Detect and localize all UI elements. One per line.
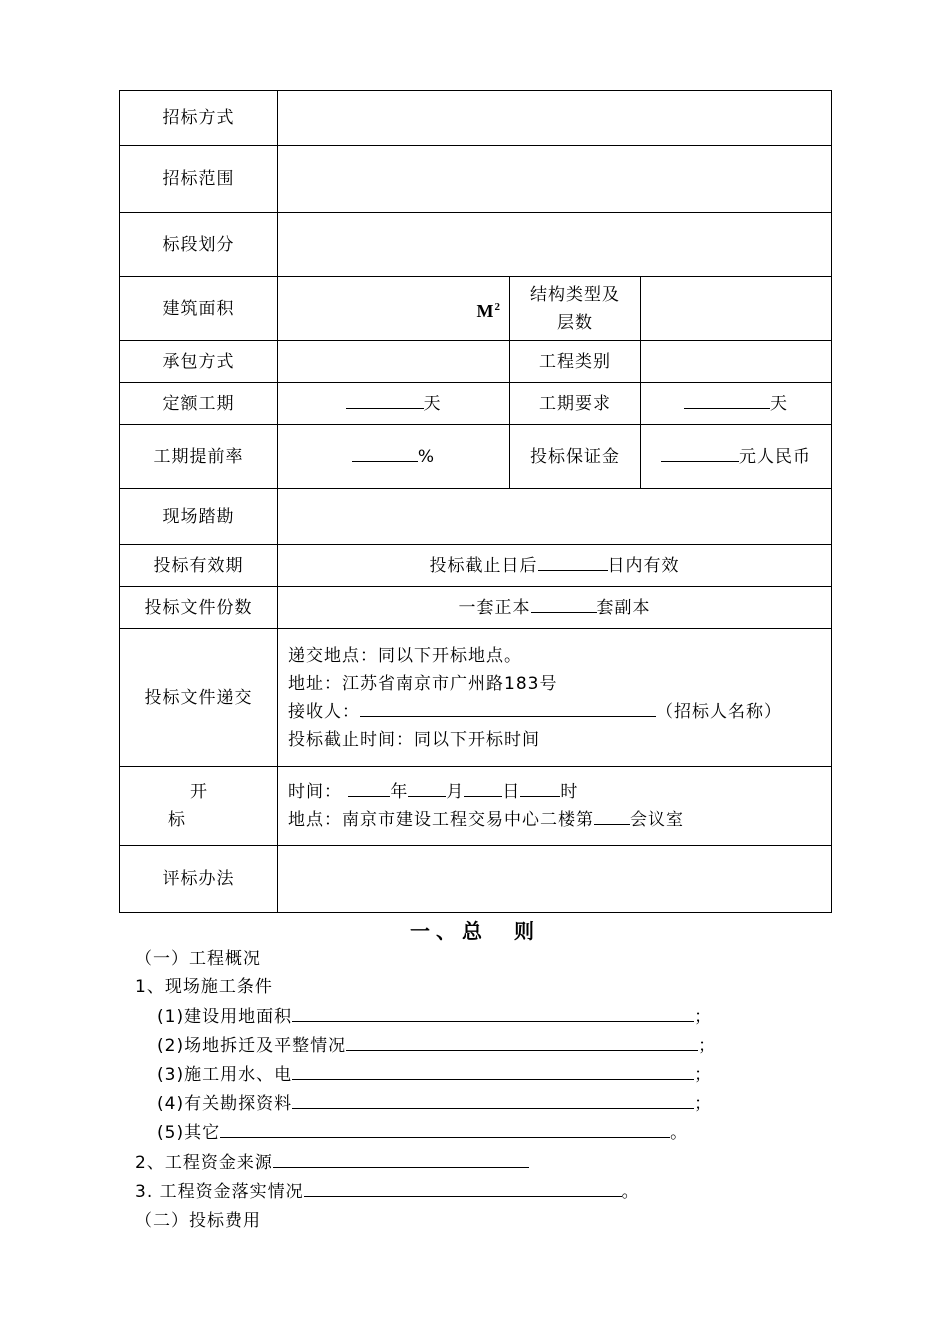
- building-area-label: 建筑面积: [120, 277, 278, 341]
- bid-bond-label: 投标保证金: [510, 425, 641, 489]
- structure-type-value[interactable]: [641, 277, 832, 341]
- condition-other: (5)其它 。: [157, 1119, 688, 1147]
- site-visit-label: 现场踏勘: [120, 489, 278, 545]
- bid-scope-label: 招标范围: [120, 146, 278, 213]
- condition-land-area: (1)建设用地面积 ；: [157, 1003, 712, 1031]
- subheading-project-overview: （一）工程概况: [135, 949, 261, 969]
- submission-address: 地址：江苏省南京市广州路183号: [288, 673, 558, 694]
- bid-scope-value[interactable]: [278, 146, 832, 213]
- advance-rate-field[interactable]: %: [278, 425, 510, 489]
- structure-type-label: 结构类型及 层数: [510, 277, 641, 341]
- bid-method-label: 招标方式: [120, 91, 278, 146]
- subheading-bid-costs: （二）投标费用: [135, 1211, 261, 1231]
- building-area-value[interactable]: [278, 277, 510, 341]
- tender-info-table: [119, 90, 832, 913]
- bid-bond-field[interactable]: 元人民币: [641, 425, 832, 489]
- condition-water-power: (3)施工用水、电 ；: [157, 1061, 712, 1089]
- opening-label: 开标: [120, 767, 278, 846]
- condition-demolition: (2)场地拆迁及平整情况 ；: [157, 1032, 716, 1060]
- quota-period-label: 定额工期: [120, 383, 278, 425]
- evaluation-label: 评标办法: [120, 846, 278, 913]
- period-requirement-field[interactable]: 天: [641, 383, 832, 425]
- section-division-label: 标段划分: [120, 213, 278, 277]
- validity-field[interactable]: 投标截止日后 日内有效: [278, 545, 832, 587]
- section-title: 一、总 则: [410, 919, 540, 943]
- submission-details: [278, 629, 832, 767]
- area-unit: $M^2$: [476, 300, 501, 321]
- section-division-value[interactable]: [278, 213, 832, 277]
- copies-label: 投标文件份数: [120, 587, 278, 629]
- item-site-conditions: 1、现场施工条件: [135, 977, 273, 997]
- site-visit-value[interactable]: [278, 489, 832, 545]
- copies-field[interactable]: 一套正本 套副本: [278, 587, 832, 629]
- validity-label: 投标有效期: [120, 545, 278, 587]
- submission-place: 递交地点：同以下开标地点。: [288, 645, 522, 666]
- advance-rate-label: 工期提前率: [120, 425, 278, 489]
- condition-survey-data: (4)有关勘探资料 ；: [157, 1090, 712, 1118]
- bid-method-value[interactable]: [278, 91, 832, 146]
- quota-period-field[interactable]: 天: [278, 383, 510, 425]
- submission-receiver[interactable]: 接收人： （招标人名称）: [288, 698, 831, 726]
- item-fund-source: 2、工程资金来源: [135, 1149, 529, 1177]
- evaluation-value[interactable]: [278, 846, 832, 913]
- item-fund-status: 3. 工程资金落实情况 。: [135, 1178, 640, 1206]
- project-category-label: 工程类别: [510, 341, 641, 383]
- contract-method-label: 承包方式: [120, 341, 278, 383]
- project-category-value[interactable]: [641, 341, 832, 383]
- opening-details: [278, 767, 832, 846]
- opening-time[interactable]: 时间： 年 月 日 时: [288, 778, 831, 806]
- submission-label: 投标文件递交: [120, 629, 278, 767]
- submission-deadline: 投标截止时间：同以下开标时间: [288, 729, 540, 750]
- contract-method-value[interactable]: [278, 341, 510, 383]
- opening-place[interactable]: 地点：南京市建设工程交易中心二楼第 会议室: [288, 806, 831, 834]
- period-requirement-label: 工期要求: [510, 383, 641, 425]
